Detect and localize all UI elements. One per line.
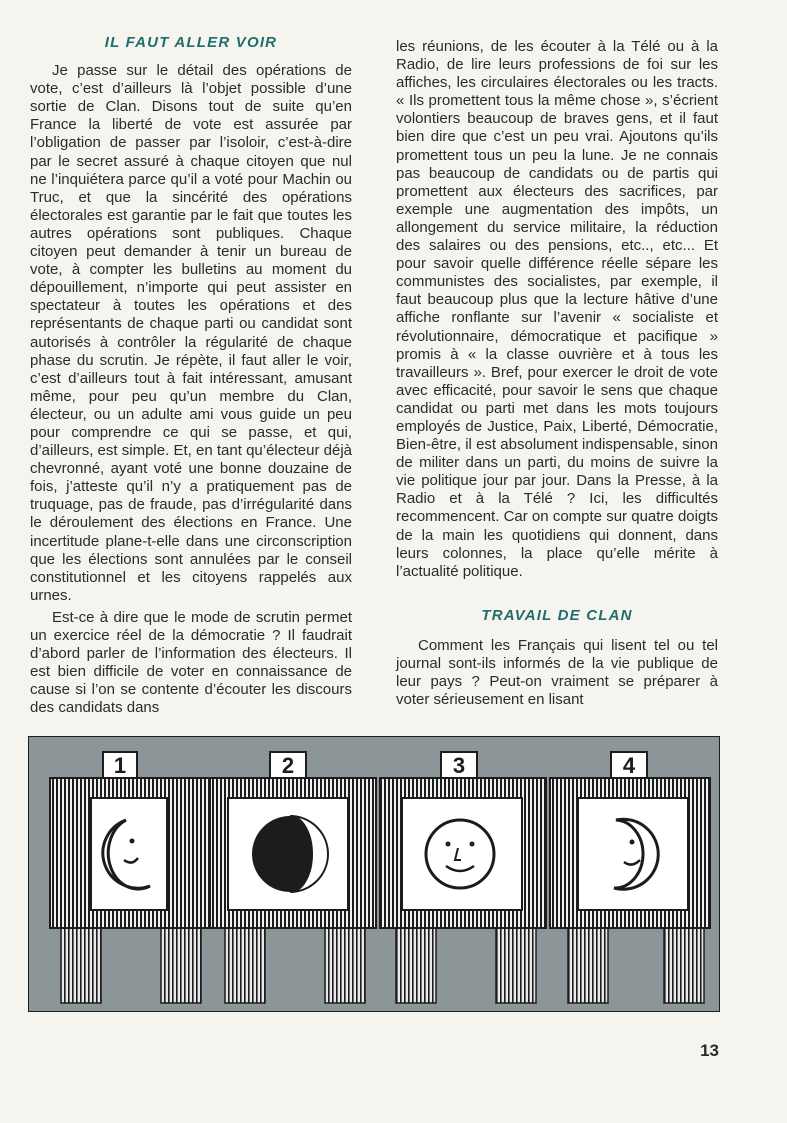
right-column [396,38,718,709]
page-number: 13 [700,1041,719,1060]
board-number: 3 [452,753,466,778]
paragraph: Je passe sur le détail des opérations de vote, c’est d’ailleurs là l’objet possible d’une sortie de Clan. Disons tout de suite qu’en France la liberté de vote est assurée par l’obligation de passer par l’isoloir, c’est-à-dire par le secret assuré à chaque citoyen que nul ne l’inquiétera parce qu’il a voté pour Machin ou Truc, et que la sincérité des opérations électorales est garantie par le fait que toutes les autres opérations sont publiques. Chaque citoyen peut demander à tenir un bureau de vote, à compter les bulletins au moment du dépouillement, n’importe qui peut assister en spectateur à toutes les opérations et des représentants de chaque parti ou candidat sont autorisés à contrôler la régularité de chaque phase du scrutin. Je répète, il faut aller le voir, c’est d’ailleurs tout à fait intéressant, amusant même, pour peu qu’un membre du Clan, électeur, ou un adulte ami vous guide un peu pour comprendre ce qui se passe, et qui, d’ailleurs, est simple. Et, en tant qu’électeur déjà chevronné, ayant voté une bonne douzaine de fois, j’atteste qu’il n’y a pratiquement pas de truquage, pas de fraude, pas d’irrégularité dans le déroulement des élections en France. Une incertitude plane-t-elle dans une circonscription que les élections sont annulées par le conseil constitutionnel et les citoyens rappelés aux urnes. [30,62,352,604]
board-number: 2 [281,753,295,778]
section-heading-2: TRAVAIL DE CLAN [481,606,633,624]
section-heading: IL FAUT ALLER VOIR [104,34,278,51]
poster-panel [578,798,688,910]
board-number: 4 [622,753,636,778]
smiling-sun-icon [426,820,494,888]
paragraph: Comment les Français qui lisent tel ou tel journal sont-ils informés de la vie publique de leur pays ? Peut-on vraiment se préparer à voter sérieusement en lisant [396,636,718,709]
left-column [30,34,352,717]
election-boards-illustration [28,736,720,1012]
paragraph: les réunions, de les écouter à la Télé ou à la Radio, de lire leurs professions de foi sur les affiches, les circulaires électorales ou les tracts. « Ils promettent tous la même chose », s’écrient volontiers beaucoup de braves gens, et il faut bien dire que c’est un peu vrai. Ajoutons qu’ils promettent tous un peu la lune. Je ne connais pas beaucoup de candidats ou de partis qui promettent aux électeurs des sacrifices, par exemple une augmentation des impôts, un allongement du service militaire, la réduction des salaires ou des pensions, etc.., etc... Et pour savoir quelle différence réelle sépare les communistes des socialistes, par exemple, il faut beaucoup plus que la lecture hâtive d’une affiche ronflante sur l’avenir « socialiste et révolutionnaire, démocratique et pacifique » promis à « la classe ouvrière et à tous les travailleurs ». Bref, pour exercer le droit de vote avec efficacité, pour savoir le sens que chaque candidat ou parti met dans les mots toujours employés de Justice, Paix, Liberté, Démocratie, Bien-être, il est absolument indispensable, sinon de militer dans un parti, du moins de suivre la vie politique jour par jour. Dans la Presse, à la Radio et à la Télé ? Ici, les difficultés recommencent. Car on compte sur quatre doigts de la main les quotidiens qui donnent, dans leurs colonnes, la place qu’elle mérite à l’actualité politique. [396,38,718,580]
board-number: 1 [113,753,127,778]
paragraph: Est-ce à dire que le mode de scrutin permet un exercice réel de la démocratie ? Il faudrait d’abord parler de l’information des électeurs. Il est bien difficile de voter en connaissance de cause si l’on se contente d’écouter les discours des candidats dans [30,608,352,717]
